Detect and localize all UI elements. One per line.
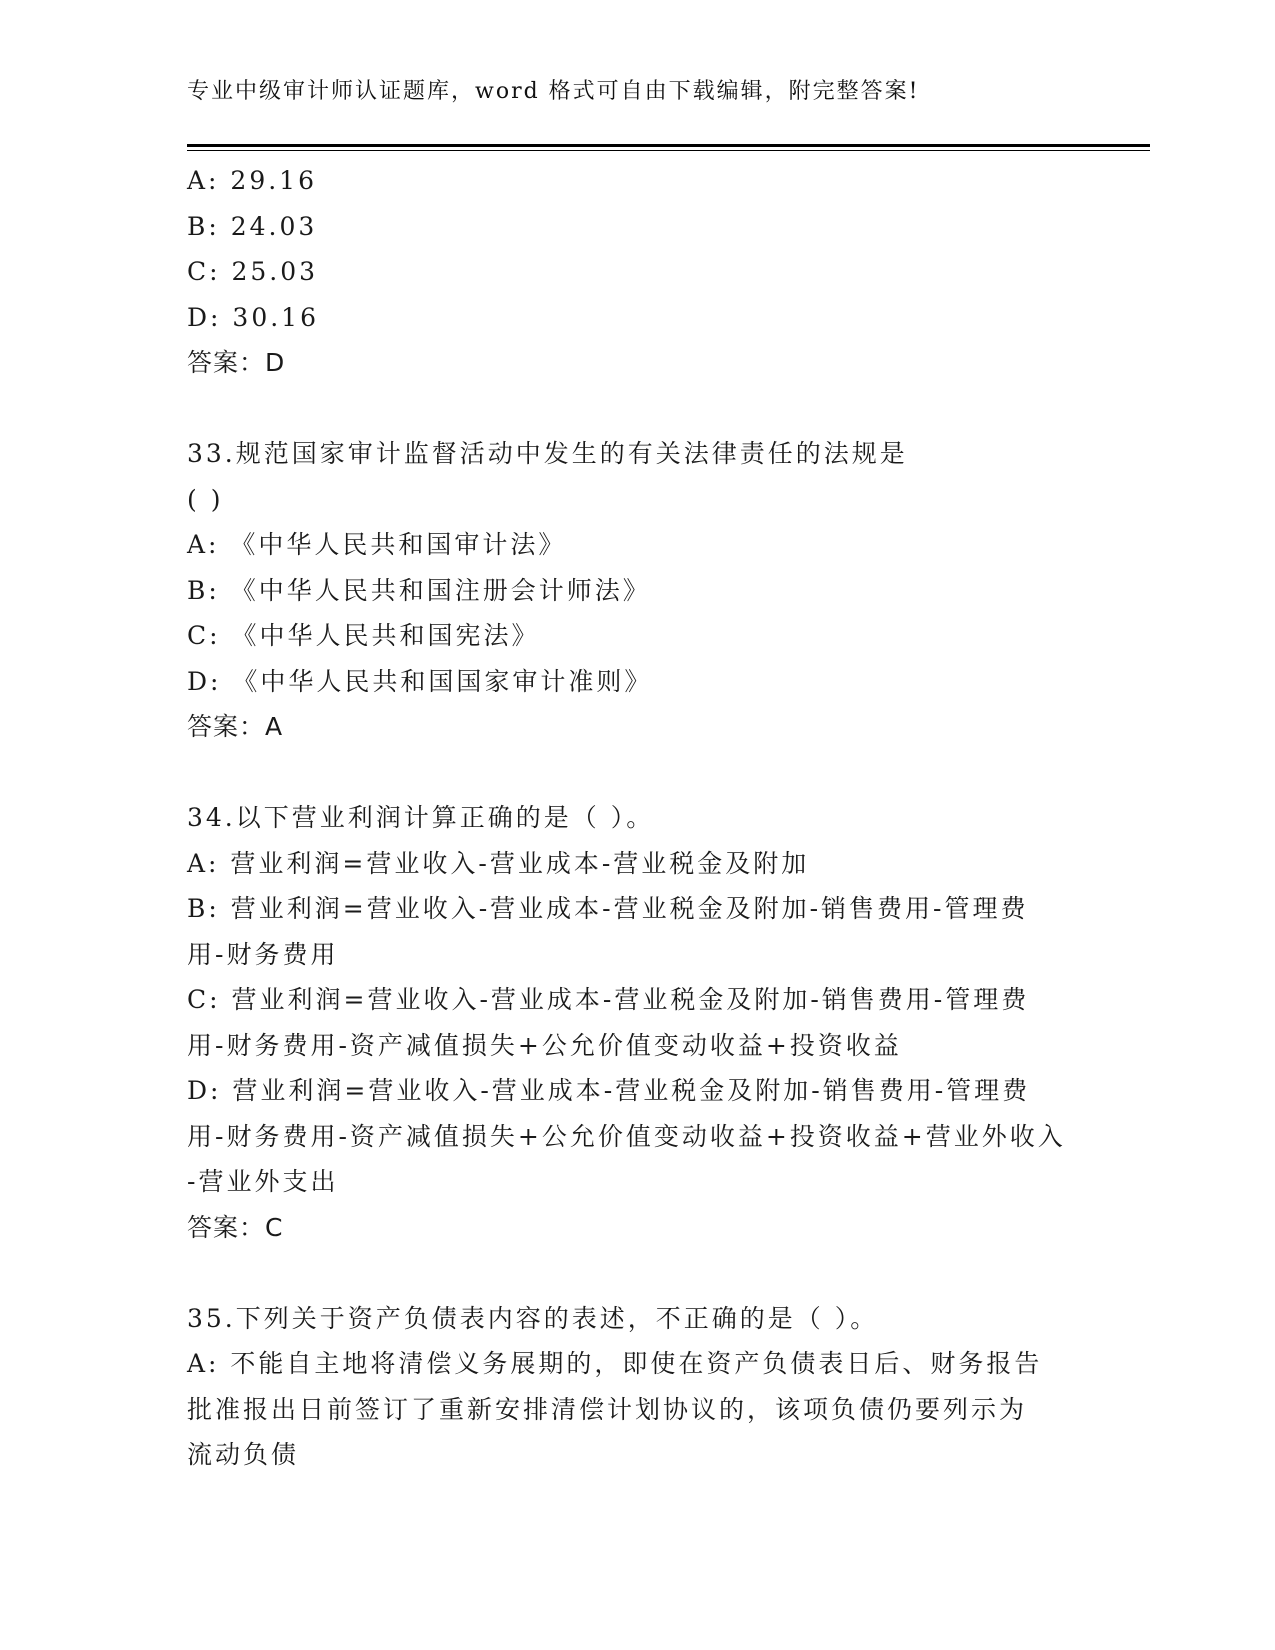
option-line: D: 营业利润=营业收入-营业成本-营业税金及附加-销售费用-管理费 [187,1076,1031,1105]
option-d: D: 30.16 [187,302,319,332]
option-a: A: 29.16 [187,166,317,195]
spacer [187,1250,1077,1296]
question-35 [187,1296,1077,1478]
option-c: C: 25.03 [187,257,319,286]
header-rule-thick [187,144,1150,147]
option-line: -营业外支出 [187,1167,339,1196]
previous-question [187,158,1077,386]
question-stem: 33.规范国家审计监督活动中发生的有关法律责任的法规是 [187,439,908,468]
question-blank: ( ) [187,484,224,514]
option-line: 用-财务费用 [187,939,339,969]
option-d: D: 《中华人民共和国国家审计准则》 [187,666,653,696]
question-content [187,158,1077,1478]
option-b: B: 24.03 [187,211,318,241]
option-line: A: 不能自主地将清偿义务展期的，即使在资产负债表日后、财务报告 [187,1349,1043,1378]
question-stem: 35.下列关于资产负债表内容的表述，不正确的是（ ）。 [187,1303,879,1333]
answer-label: 答案：D [187,348,286,377]
question-stem: 34.以下营业利润计算正确的是（ ）。 [187,803,655,832]
spacer [187,386,1077,432]
header-rule-thin [187,150,1150,151]
option-line: 用-财务费用-资产减值损失+公允价值变动收益+投资收益+营业外收入 [187,1121,1066,1151]
question-33 [187,431,1077,750]
document-header: 专业中级审计师认证题库，word 格式可自由下载编辑，附完整答案! [187,79,920,104]
option-line: C: 营业利润=营业收入-营业成本-营业税金及附加-销售费用-管理费 [187,985,1030,1014]
option-c: C: 《中华人民共和国宪法》 [187,621,540,650]
question-34 [187,795,1077,1250]
spacer [187,750,1077,796]
option-line: A: 营业利润=营业收入-营业成本-营业税金及附加 [187,848,810,878]
option-line: 批准报出日前签订了重新安排清偿计划协议的，该项负债仍要列示为 [187,1394,1028,1424]
option-line: 用-财务费用-资产减值损失+公允价值变动收益+投资收益 [187,1030,902,1060]
option-b: B: 《中华人民共和国注册会计师法》 [187,575,651,605]
option-a: A: 《中华人民共和国审计法》 [187,530,567,559]
option-line: B: 营业利润=营业收入-营业成本-营业税金及附加-销售费用-管理费 [187,894,1029,923]
option-line: 流动负债 [187,1440,300,1469]
answer-label: 答案：A [187,712,284,741]
answer-label: 答案：C [187,1212,284,1242]
